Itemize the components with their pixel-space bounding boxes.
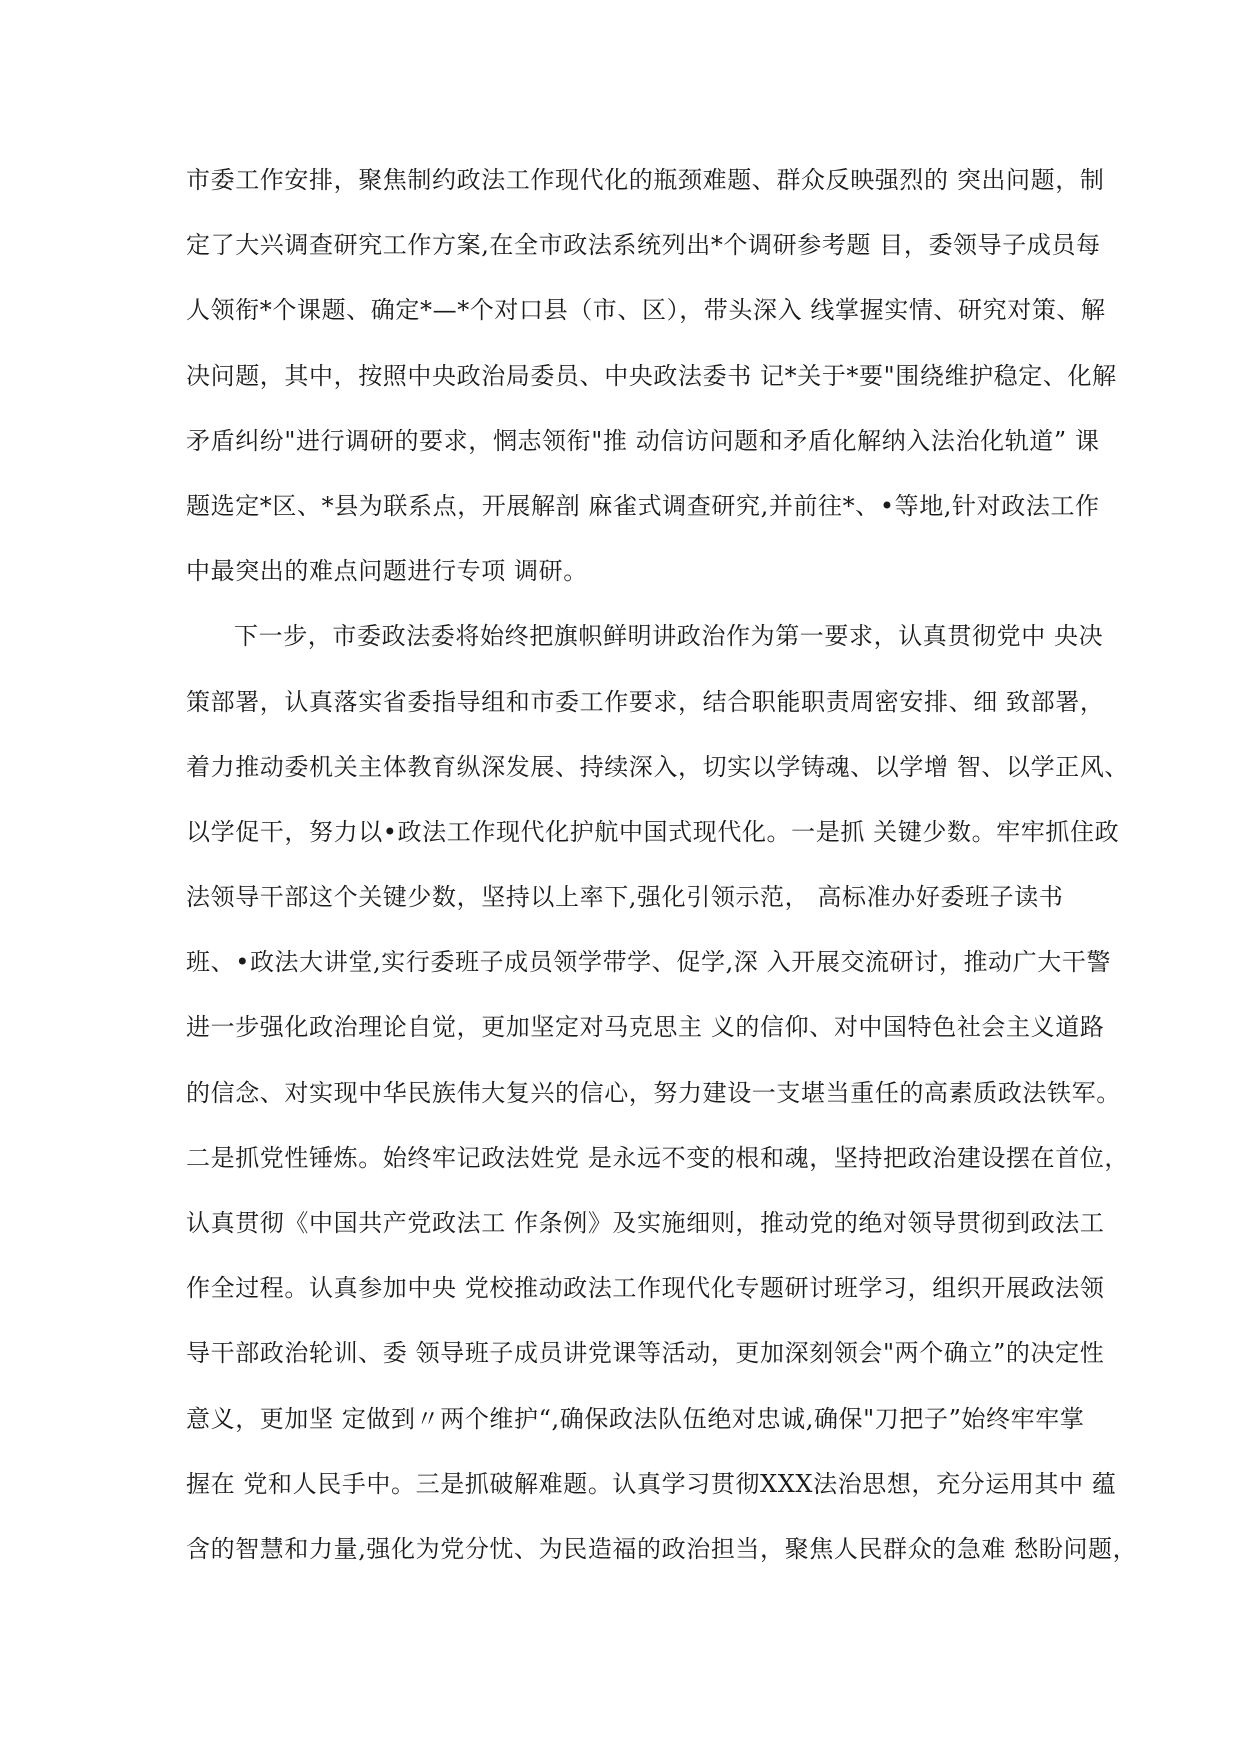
text-line: 下一步，市委政法委将始终把旗帜鲜明讲政治作为第一要求，认真贯彻党中 央决 <box>234 622 1104 651</box>
paragraph-2 <box>186 604 1138 1582</box>
text-line: 班、•政法大讲堂,实行委班子成员领学带学、促学,深 入开展交流研讨，推动广大干警 <box>186 948 1112 977</box>
text-line: 含的智慧和力量,强化为党分忧、为民造福的政治担当，聚焦人民群众的急难 愁盼问题， <box>186 1534 1138 1563</box>
text-line: 法领导干部这个关键少数，坚持以上率下,强化引领示范， 高标准办好委班子读书 <box>186 883 1064 912</box>
paragraph-1 <box>186 148 1117 604</box>
text-line: 定了大兴调查研究工作方案,在全市政法系统列出*个调研参考题 目，委领导子成员每 <box>186 231 1101 260</box>
text-line: 二是抓党性锤炼。始终牢记政法姓党 是永远不变的根和魂，坚持把政治建设摆在首位， <box>186 1143 1130 1172</box>
text-line: 作全过程。认真参加中央 党校推动政法工作现代化专题研讨班学习，组织开展政法领 <box>186 1274 1105 1303</box>
text-line: 矛盾纠纷"进行调研的要求，惘志领衔"推 动信访问题和矛盾化解纳入法治化轨道” 课 <box>186 426 1100 455</box>
text-line: 市委工作安排，聚焦制约政法工作现代化的瓶颈难题、群众反映强烈的 突出问题，制 <box>186 166 1105 194</box>
text-line: 握在 党和人民手中。三是抓破解难题。认真学习贯彻XXX法治思想，充分运用其中 蕴 <box>186 1469 1117 1498</box>
text-line: 导干部政治轮训、委 领导班子成员讲党课等活动，更加深刻领会"两个确立”的决定性 <box>186 1339 1105 1368</box>
text-line: 策部署，认真落实省委指导组和市委工作要求，结合职能职责周密安排、细 致部署， <box>186 687 1105 716</box>
text-line: 中最突出的难点问题进行专项 调研。 <box>186 557 588 586</box>
text-line: 以学促干，努力以•政法工作现代化护航中国式现代化。一是抓 关键少数。牢牢抓住政 <box>186 817 1120 846</box>
text-line: 进一步强化政治理论自觉，更加坚定对马克思主 义的信仰、对中国特色社会主义道路 <box>186 1013 1105 1042</box>
document-body <box>186 148 1138 1582</box>
text-line: 人领衔*个课题、确定*—*个对口县（市、区），带头深入 线掌握实情、研究对策、解 <box>186 296 1106 325</box>
text-line: 意义，更加坚 定做到〃两个维护“,确保政法队伍绝对忠诚,确保"刀把子”始终牢牢掌 <box>186 1404 1085 1433</box>
text-line: 着力推动委机关主体教育纵深发展、持续深入，切实以学铸魂、以学增 智、以学正风、 <box>186 752 1130 781</box>
text-line: 决问题，其中，按照中央政治局委员、中央政法委书 记*关于*要"围绕维护稳定、化解 <box>186 361 1117 390</box>
text-line: 题选定*区、*县为联系点，开展解剖 麻雀式调查研究,并前往*、•等地,针对政法工作 <box>186 491 1100 520</box>
text-line: 的信念、对实现中华民族伟大复兴的信心，努力建设一支堪当重任的高素质政法铁军。 <box>186 1078 1121 1107</box>
text-line: 认真贯彻《中国共产党政法工 作条例》及实施细则，推动党的绝对领导贯彻到政法工 <box>186 1209 1105 1237</box>
